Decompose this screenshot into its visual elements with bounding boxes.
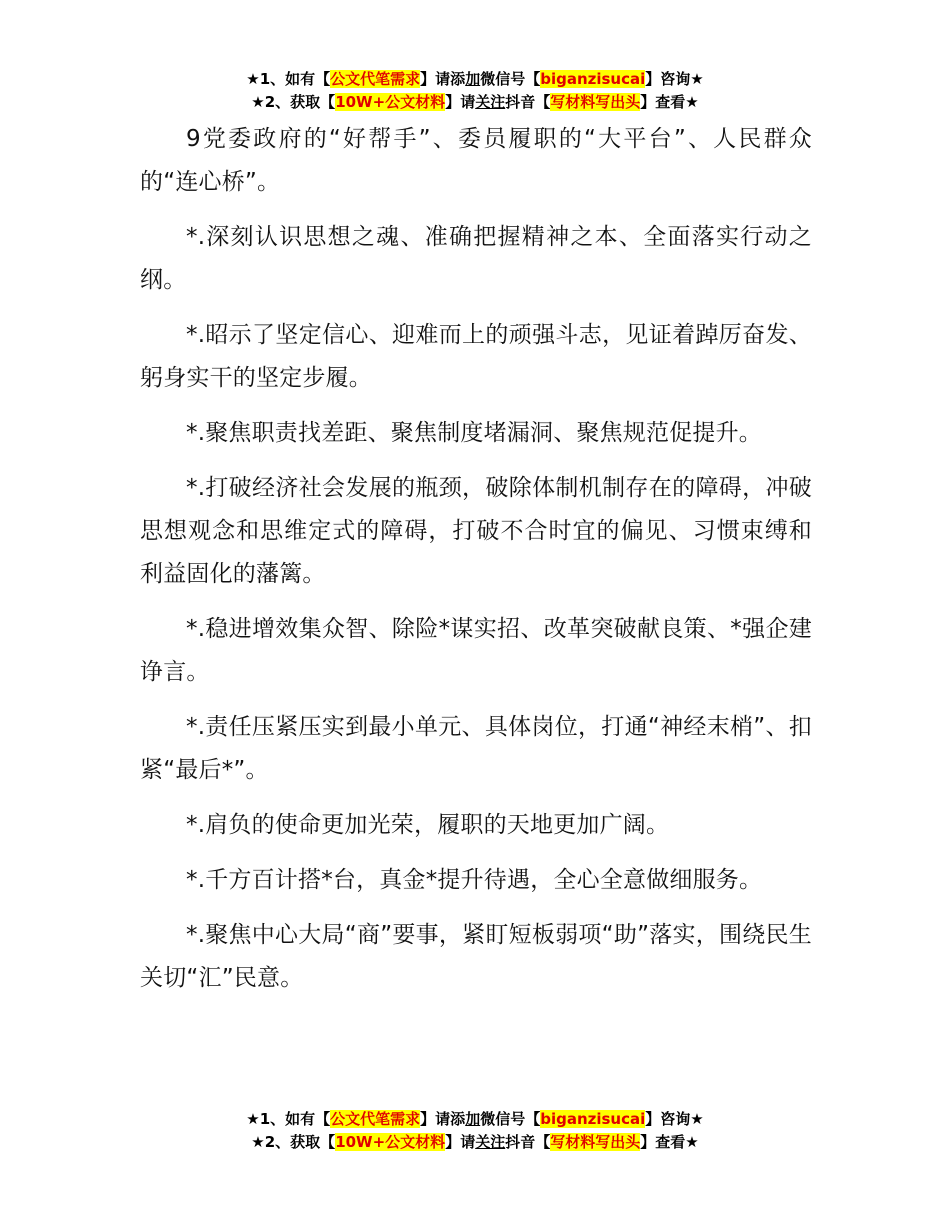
paragraph: *.责任压紧压实到最小单元、具体岗位，打通“神经末梢”、扣紧“最后*”。: [140, 714, 812, 783]
highlight-douyin-account: 写材料写出头: [550, 93, 641, 111]
banner-text: ★1、如有【: [246, 1110, 331, 1128]
paragraph: *.聚焦职责找差距、聚焦制度堵漏洞、聚焦规范促提升。: [186, 420, 763, 446]
highlight-douyin-account: 写材料写出头: [550, 1133, 641, 1151]
banner-text: 】请添: [420, 70, 466, 88]
banner-text: 】请添: [420, 1110, 466, 1128]
banner-text: 】咨询★: [645, 70, 704, 88]
header-banner: [0, 68, 950, 114]
banner-underlined: 关注: [475, 1133, 506, 1151]
paragraph: *.打破经济社会发展的瓶颈，破除体制机制存在的障碍，冲破思想观念和思维定式的障碍，打破不合时宜的偏见、习惯束缚和利益固化的藩篱。: [140, 475, 812, 587]
document-body: [140, 118, 812, 1012]
banner-text: 】咨询★: [645, 1110, 704, 1128]
highlight-wechat-id: biganzisucai: [540, 70, 646, 88]
highlight-service: 公文代笔需求: [330, 1110, 421, 1128]
banner-line-2: [0, 1131, 950, 1154]
banner-underlined: 加: [465, 1110, 481, 1128]
banner-text: 微信号【: [480, 70, 541, 88]
banner-text: 】请: [445, 1133, 476, 1151]
paragraph: *.深刻认识思想之魂、准确把握精神之本、全面落实行动之纲。: [140, 224, 812, 293]
highlight-wechat-id: biganzisucai: [540, 1110, 646, 1128]
banner-text: ★2、获取【: [251, 1133, 336, 1151]
banner-text: ★1、如有【: [246, 70, 331, 88]
banner-line-1: [0, 1108, 950, 1131]
banner-line-2: [0, 91, 950, 114]
highlight-service: 公文代笔需求: [330, 70, 421, 88]
banner-text: ★2、获取【: [251, 93, 336, 111]
banner-text: 】请: [445, 93, 476, 111]
banner-underlined: 加: [465, 70, 481, 88]
paragraph: *.千方百计搭*台，真金*提升待遇，全心全意做细服务。: [186, 867, 763, 893]
highlight-materials: 10W+公文材料: [335, 93, 446, 111]
paragraph: *.稳进增效集众智、除险*谋实招、改革突破献良策、*强企建诤言。: [140, 616, 812, 685]
paragraph: *.聚焦中心大局“商”要事，紧盯短板弱项“助”落实，围绕民生关切“汇”民意。: [140, 922, 812, 991]
banner-text: 抖音【: [505, 93, 551, 111]
banner-text: 】查看★: [640, 1133, 699, 1151]
paragraph: *.肩负的使命更加光荣，履职的天地更加广阔。: [186, 812, 670, 838]
banner-underlined: 关注: [475, 93, 506, 111]
paragraph: *.昭示了坚定信心、迎难而上的顽强斗志，见证着踔厉奋发、躬身实干的坚定步履。: [140, 322, 812, 391]
highlight-materials: 10W+公文材料: [335, 1133, 446, 1151]
banner-text: 】查看★: [640, 93, 699, 111]
footer-banner: [0, 1108, 950, 1154]
paragraph: 9党委政府的“好帮手”、委员履职的“大平台”、人民群众的“连心桥”。: [140, 126, 812, 195]
banner-line-1: [0, 68, 950, 91]
banner-text: 微信号【: [480, 1110, 541, 1128]
banner-text: 抖音【: [505, 1133, 551, 1151]
